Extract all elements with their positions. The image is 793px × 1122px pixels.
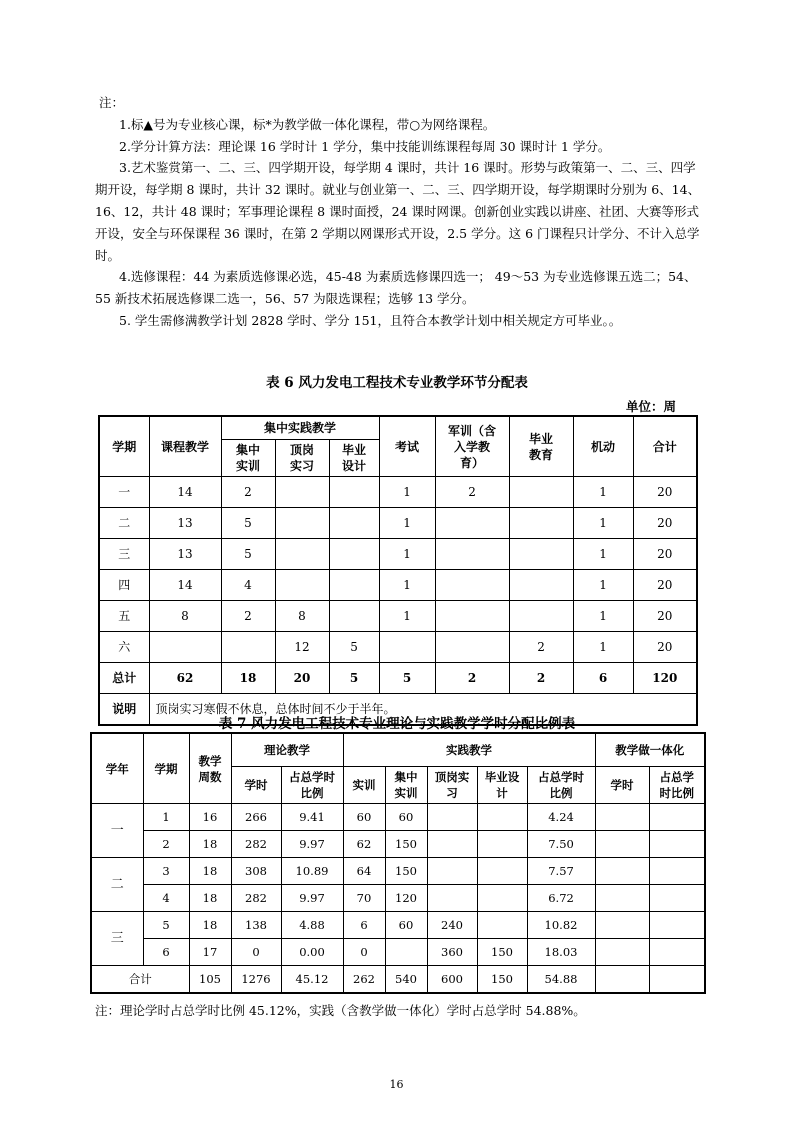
t6-header-graduation-education: 毕业教育 [509,416,573,477]
t6-cell-internship [275,570,329,601]
t6-cell-course: 14 [149,477,221,508]
t6-row [99,601,697,632]
t6-total-design: 5 [329,663,379,694]
t6-header-internship: 顶岗实习 [275,440,329,477]
t6-row [99,508,697,539]
t6-total-total: 120 [633,663,697,694]
t6-cell-design: 5 [329,632,379,663]
t7-total-internship: 600 [427,966,477,994]
t7-cell-conc: 120 [385,885,427,912]
t7-cell-i_hours [595,804,649,831]
t7-header-year: 学年 [91,733,143,804]
t6-header-total: 合计 [633,416,697,477]
t6-cell-military: 2 [435,477,509,508]
t7-cell-weeks: 17 [189,939,231,966]
t6-cell-training: 2 [221,601,275,632]
t7-cell-i_ratio [649,831,705,858]
t7-header-integrated: 教学做一体化 [595,733,705,767]
t6-cell-flexible: 1 [573,601,633,632]
t7-header-practice-ratio: 占总学时比例 [527,767,595,804]
t7-cell-intern [427,858,477,885]
t7-header-design: 毕业设计 [477,767,527,804]
t7-cell-design: 150 [477,939,527,966]
t7-cell-t_hours: 0 [231,939,281,966]
t7-cell-i_hours [595,831,649,858]
t7-cell-lab: 64 [343,858,385,885]
t6-cell-total: 20 [633,539,697,570]
t7-row [91,804,705,831]
note-item-1: 1.标▲号为专业核心课，标*为教学做一体化课程，带○为网络课程。 [119,116,496,132]
t7-cell-t_hours: 282 [231,885,281,912]
t7-cell-p_ratio: 18.03 [527,939,595,966]
t6-cell-semester: 三 [99,539,149,570]
t7-total-label: 合计 [91,966,189,994]
t6-total-course: 62 [149,663,221,694]
t6-row [99,539,697,570]
note-item-4: 4.选修课程：44 为素质选修课必选，45-48 为素质选修课四选一； 49～53 为专业选修课五选二；54、55 新技术拓展选修课二选一，56、57 为限选课程；选够 13 学分。 [95,269,697,307]
t7-cell-weeks: 18 [189,912,231,939]
t6-cell-exam [379,632,435,663]
t6-cell-grad_edu [509,539,573,570]
t6-cell-military [435,508,509,539]
t6-cell-course [149,632,221,663]
t7-cell-i_hours [595,912,649,939]
note-item-3: 3.艺术鉴赏第一、二、三、四学期开设，每学期 4 课时，共计 16 课时。形势与政策第一、二、三、四学期开设，每学期 8 课时，共计 32 课时。就业与创业第一、二、三、四学期开设，每学期课时分别为 6、14、16、12，共计 48 课时；军事理论课程 8 课时面授，24 课时网课。创新创业实践以讲座、社团、大赛等形式开设，安全与环保课程 36 课时，在第 2 学期以网课形式开设，2.5 学分。这 6 门课程只计学分、不计入总学时。 [95,160,701,263]
t7-cell-lab: 70 [343,885,385,912]
t7-cell-weeks: 16 [189,804,231,831]
t7-header-theory-hours: 学时 [231,767,281,804]
note-item-5: 5. 学生需修满教学计划 2828 学时、学分 151，且符合本教学计划中相关规定方可毕业。。 [119,312,622,328]
t6-row [99,570,697,601]
t6-header-semester: 学期 [99,416,149,477]
t7-cell-lab: 60 [343,804,385,831]
t6-cell-internship [275,508,329,539]
t6-header-concentrated-training: 集中实训 [221,440,275,477]
t7-cell-semester: 4 [143,885,189,912]
t6-total-military: 2 [435,663,509,694]
t6-cell-exam: 1 [379,477,435,508]
t7-cell-t_ratio: 4.88 [281,912,343,939]
t6-header-exam: 考试 [379,416,435,477]
t7-cell-conc: 150 [385,858,427,885]
t6-row [99,477,697,508]
t7-cell-weeks: 18 [189,885,231,912]
t7-cell-t_ratio: 0.00 [281,939,343,966]
t6-cell-military [435,601,509,632]
t7-total-integrated-hours [595,966,649,994]
t7-header-internship: 顶岗实习 [427,767,477,804]
t7-cell-intern: 240 [427,912,477,939]
t7-cell-semester: 3 [143,858,189,885]
t6-cell-flexible: 1 [573,539,633,570]
t7-cell-intern [427,831,477,858]
t6-header-military: 军训（含入学教育） [435,416,509,477]
t7-header-theory: 理论教学 [231,733,343,767]
t7-total-theory-hours: 1276 [231,966,281,994]
t7-cell-p_ratio: 4.24 [527,804,595,831]
table6 [98,415,698,726]
t6-cell-semester: 五 [99,601,149,632]
t7-cell-conc: 60 [385,804,427,831]
t6-header-course-teaching: 课程教学 [149,416,221,477]
table6-unit: 单位：周 [626,399,677,414]
t7-cell-semester: 1 [143,804,189,831]
t6-cell-semester: 六 [99,632,149,663]
notes-title: 注： [99,95,125,110]
t7-total-concentrated: 540 [385,966,427,994]
t7-cell-i_hours [595,858,649,885]
t7-cell-conc [385,939,427,966]
t6-cell-total: 20 [633,508,697,539]
t7-cell-p_ratio: 7.57 [527,858,595,885]
t7-header-integrated-hours: 学时 [595,767,649,804]
t6-cell-military [435,632,509,663]
t7-cell-lab: 62 [343,831,385,858]
t6-cell-semester: 二 [99,508,149,539]
t7-header-weeks: 教学周数 [189,733,231,804]
t7-cell-p_ratio: 7.50 [527,831,595,858]
t7-cell-i_ratio [649,939,705,966]
t7-cell-i_ratio [649,858,705,885]
t7-header-practice: 实践教学 [343,733,595,767]
t6-cell-training: 5 [221,508,275,539]
t7-cell-t_ratio: 9.97 [281,831,343,858]
t7-cell-intern: 360 [427,939,477,966]
t7-cell-i_hours [595,885,649,912]
t6-cell-flexible: 1 [573,477,633,508]
t7-body [91,804,705,966]
page-number: 16 [389,1078,404,1091]
t7-cell-t_hours: 138 [231,912,281,939]
t7-cell-conc: 60 [385,912,427,939]
t7-total-row [91,966,705,994]
t7-row [91,831,705,858]
t7-row [91,912,705,939]
t7-cell-weeks: 18 [189,858,231,885]
t6-cell-course: 8 [149,601,221,632]
t6-cell-training [221,632,275,663]
t7-cell-weeks: 18 [189,831,231,858]
t6-cell-exam: 1 [379,508,435,539]
t6-total-internship: 20 [275,663,329,694]
t7-total-lab: 262 [343,966,385,994]
t6-total-grad-edu: 2 [509,663,573,694]
t6-cell-grad_edu [509,477,573,508]
t7-header-concentrated: 集中实训 [385,767,427,804]
t6-cell-design [329,570,379,601]
t7-cell-p_ratio: 10.82 [527,912,595,939]
t7-cell-t_hours: 282 [231,831,281,858]
t6-cell-grad_edu: 2 [509,632,573,663]
t6-total-label: 总计 [99,663,149,694]
t6-cell-total: 20 [633,570,697,601]
t6-cell-exam: 1 [379,601,435,632]
t6-remark-label: 说明 [99,694,149,726]
t6-cell-internship: 8 [275,601,329,632]
t6-cell-total: 20 [633,632,697,663]
t7-header-semester: 学期 [143,733,189,804]
t6-total-exam: 5 [379,663,435,694]
t6-cell-grad_edu [509,570,573,601]
t6-cell-military [435,539,509,570]
t6-cell-semester: 一 [99,477,149,508]
t6-header-concentrated-practice: 集中实践教学 [221,416,379,440]
t7-cell-year: 三 [91,912,143,966]
t6-cell-training: 4 [221,570,275,601]
t7-total-weeks: 105 [189,966,231,994]
t6-cell-design [329,477,379,508]
t7-cell-i_ratio [649,912,705,939]
t6-cell-exam: 1 [379,539,435,570]
t6-cell-design [329,539,379,570]
t6-cell-internship [275,477,329,508]
table7-caption: 表 7 风力发电工程技术专业理论与实践教学学时分配比例表 [218,716,576,732]
t6-cell-flexible: 1 [573,632,633,663]
t6-cell-course: 13 [149,508,221,539]
t6-cell-training: 5 [221,539,275,570]
t6-cell-internship: 12 [275,632,329,663]
t7-cell-conc: 150 [385,831,427,858]
t7-cell-lab: 6 [343,912,385,939]
note-item-2: 2.学分计算方法：理论课 16 学时计 1 学分，集中技能训练课程每周 30 课时计 1 学分。 [119,138,611,154]
t7-row [91,939,705,966]
t7-cell-design [477,804,527,831]
t7-header-theory-ratio: 占总学时比例 [281,767,343,804]
t7-header-lab: 实训 [343,767,385,804]
t6-cell-course: 14 [149,570,221,601]
t7-row [91,858,705,885]
t7-cell-t_hours: 308 [231,858,281,885]
t6-cell-military [435,570,509,601]
t7-cell-t_ratio: 10.89 [281,858,343,885]
t6-total-flexible: 6 [573,663,633,694]
t7-cell-intern [427,885,477,912]
t7-cell-lab: 0 [343,939,385,966]
t7-cell-year: 一 [91,804,143,858]
t7-cell-i_ratio [649,804,705,831]
t6-row [99,632,697,663]
t6-cell-internship [275,539,329,570]
t7-cell-semester: 5 [143,912,189,939]
t7-cell-semester: 2 [143,831,189,858]
t7-cell-t_hours: 266 [231,804,281,831]
t7-row [91,885,705,912]
notes-section [95,92,707,332]
t6-total-training: 18 [221,663,275,694]
t7-cell-i_hours [595,939,649,966]
t6-cell-design [329,601,379,632]
table6-caption: 表 6 风力发电工程技术专业教学环节分配表 [266,375,528,391]
t6-cell-grad_edu [509,508,573,539]
t6-cell-semester: 四 [99,570,149,601]
t7-cell-design [477,858,527,885]
t6-cell-total: 20 [633,477,697,508]
t7-cell-t_ratio: 9.97 [281,885,343,912]
t7-cell-p_ratio: 6.72 [527,885,595,912]
t7-header-integrated-ratio: 占总学时比例 [649,767,705,804]
t7-cell-design [477,912,527,939]
t7-cell-t_ratio: 9.41 [281,804,343,831]
t7-total-practice-ratio: 54.88 [527,966,595,994]
t7-cell-design [477,831,527,858]
t7-total-theory-ratio: 45.12 [281,966,343,994]
t7-cell-i_ratio [649,885,705,912]
t7-cell-semester: 6 [143,939,189,966]
t7-cell-year: 二 [91,858,143,912]
table7-footnote: 注：理论学时占总学时比例 45.12%，实践（含教学做一体化）学时占总学时 54.88%。 [95,1003,586,1018]
t6-cell-training: 2 [221,477,275,508]
table7 [90,732,706,994]
t6-cell-design [329,508,379,539]
t6-cell-total: 20 [633,601,697,632]
t6-total-row [99,663,697,694]
t6-cell-course: 13 [149,539,221,570]
t6-cell-exam: 1 [379,570,435,601]
t6-cell-flexible: 1 [573,508,633,539]
t6-cell-grad_edu [509,601,573,632]
t6-header-graduation-design: 毕业设计 [329,440,379,477]
t7-total-integrated-ratio [649,966,705,994]
t7-cell-design [477,885,527,912]
t6-header-flexible: 机动 [573,416,633,477]
t7-cell-intern [427,804,477,831]
t6-remark-text: 顶岗实习寒假不休息，总体时间不少于半年。 [149,694,697,726]
t7-total-design: 150 [477,966,527,994]
t6-body [99,477,697,663]
t6-cell-flexible: 1 [573,570,633,601]
